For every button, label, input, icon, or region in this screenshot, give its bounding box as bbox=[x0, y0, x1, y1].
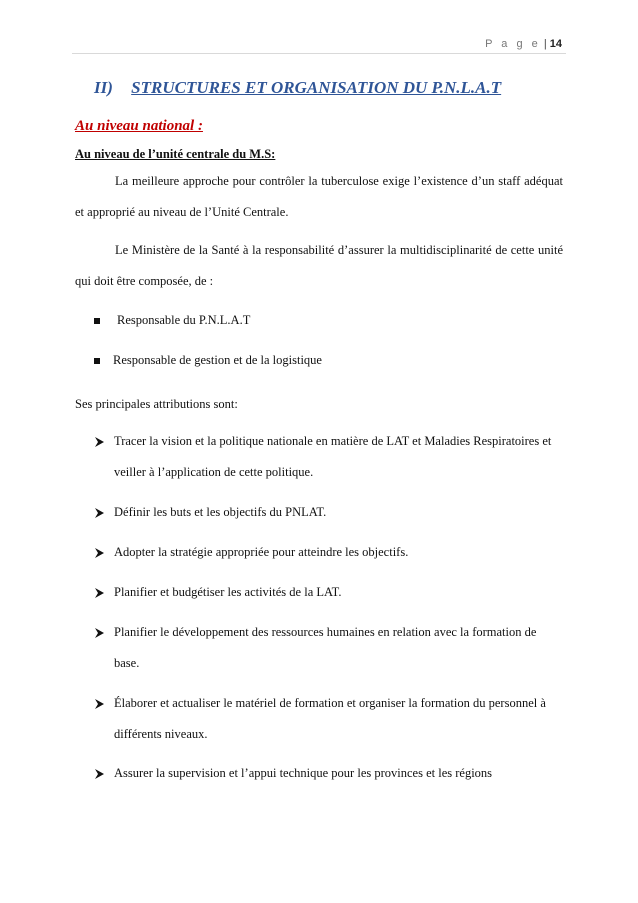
paragraph bbox=[75, 166, 563, 228]
list-item bbox=[94, 577, 564, 608]
list-item-text: Responsable de gestion et de la logistique bbox=[113, 353, 322, 367]
paragraph-text: La meilleure approche pour contrôler la tuberculose exige l’existence d’un staff adéquat et approprié au niveau de l’Unité Centrale. bbox=[75, 174, 563, 219]
list-item-text: Responsable du P.N.L.A.T bbox=[117, 313, 251, 327]
subheading-central-unit: Au niveau de l’unité centrale du M.S: bbox=[75, 147, 276, 161]
header-divider bbox=[72, 53, 566, 54]
page-label: P a g e bbox=[485, 38, 541, 50]
list-item bbox=[94, 313, 250, 328]
section-number: II) bbox=[94, 78, 113, 97]
list-item-text: Assurer la supervision et l’appui technique pour les provinces et les régions bbox=[114, 766, 493, 780]
paragraph bbox=[75, 235, 563, 297]
list-item-text: Adopter la stratégie appropriée pour atteindre les objectifs. bbox=[114, 545, 409, 559]
arrow-bullet-icon bbox=[94, 699, 105, 709]
arrow-bullet-icon bbox=[94, 769, 105, 779]
list-item-text: Planifier et budgétiser les activités de la LAT. bbox=[114, 585, 342, 599]
list-item-text: Définir les buts et les objectifs du PNLAT. bbox=[114, 505, 327, 519]
list-item bbox=[94, 426, 564, 488]
page-number: 14 bbox=[549, 38, 562, 50]
list-item bbox=[94, 537, 564, 568]
square-bullet-icon bbox=[94, 318, 100, 324]
list-item-text: Élaborer et actualiser le matériel de formation et organiser la formation du personnel à différents niveaux. bbox=[114, 696, 546, 741]
list-item bbox=[94, 497, 564, 528]
list-item bbox=[94, 617, 564, 679]
paragraph-text: Le Ministère de la Santé à la responsabilité d’assurer la multidisciplinarité de cette unité qui doit être composée, de : bbox=[75, 243, 563, 288]
arrow-bullet-icon bbox=[94, 628, 105, 638]
arrow-bullet-icon bbox=[94, 548, 105, 558]
page-header bbox=[485, 38, 562, 50]
list-item-text: Planifier le développement des ressources humaines en relation avec la formation de base. bbox=[114, 625, 537, 670]
arrow-bullet-icon bbox=[94, 588, 105, 598]
list-item bbox=[94, 353, 322, 368]
section-title bbox=[94, 78, 501, 98]
list-item bbox=[94, 758, 564, 789]
arrow-bullet-icon bbox=[94, 508, 105, 518]
square-bullet-icon bbox=[94, 358, 100, 364]
page-separator: | bbox=[543, 38, 547, 50]
list-item bbox=[94, 688, 564, 750]
section-title-text: STRUCTURES ET ORGANISATION DU P.N.L.A.T bbox=[131, 78, 502, 97]
attributions-intro: Ses principales attributions sont: bbox=[75, 397, 238, 411]
subtitle-national: Au niveau national : bbox=[75, 118, 203, 134]
list-item-text: Tracer la vision et la politique nationale en matière de LAT et Maladies Respiratoires et veiller à l’application de cette politique. bbox=[114, 434, 552, 479]
arrow-bullet-icon bbox=[94, 437, 105, 447]
